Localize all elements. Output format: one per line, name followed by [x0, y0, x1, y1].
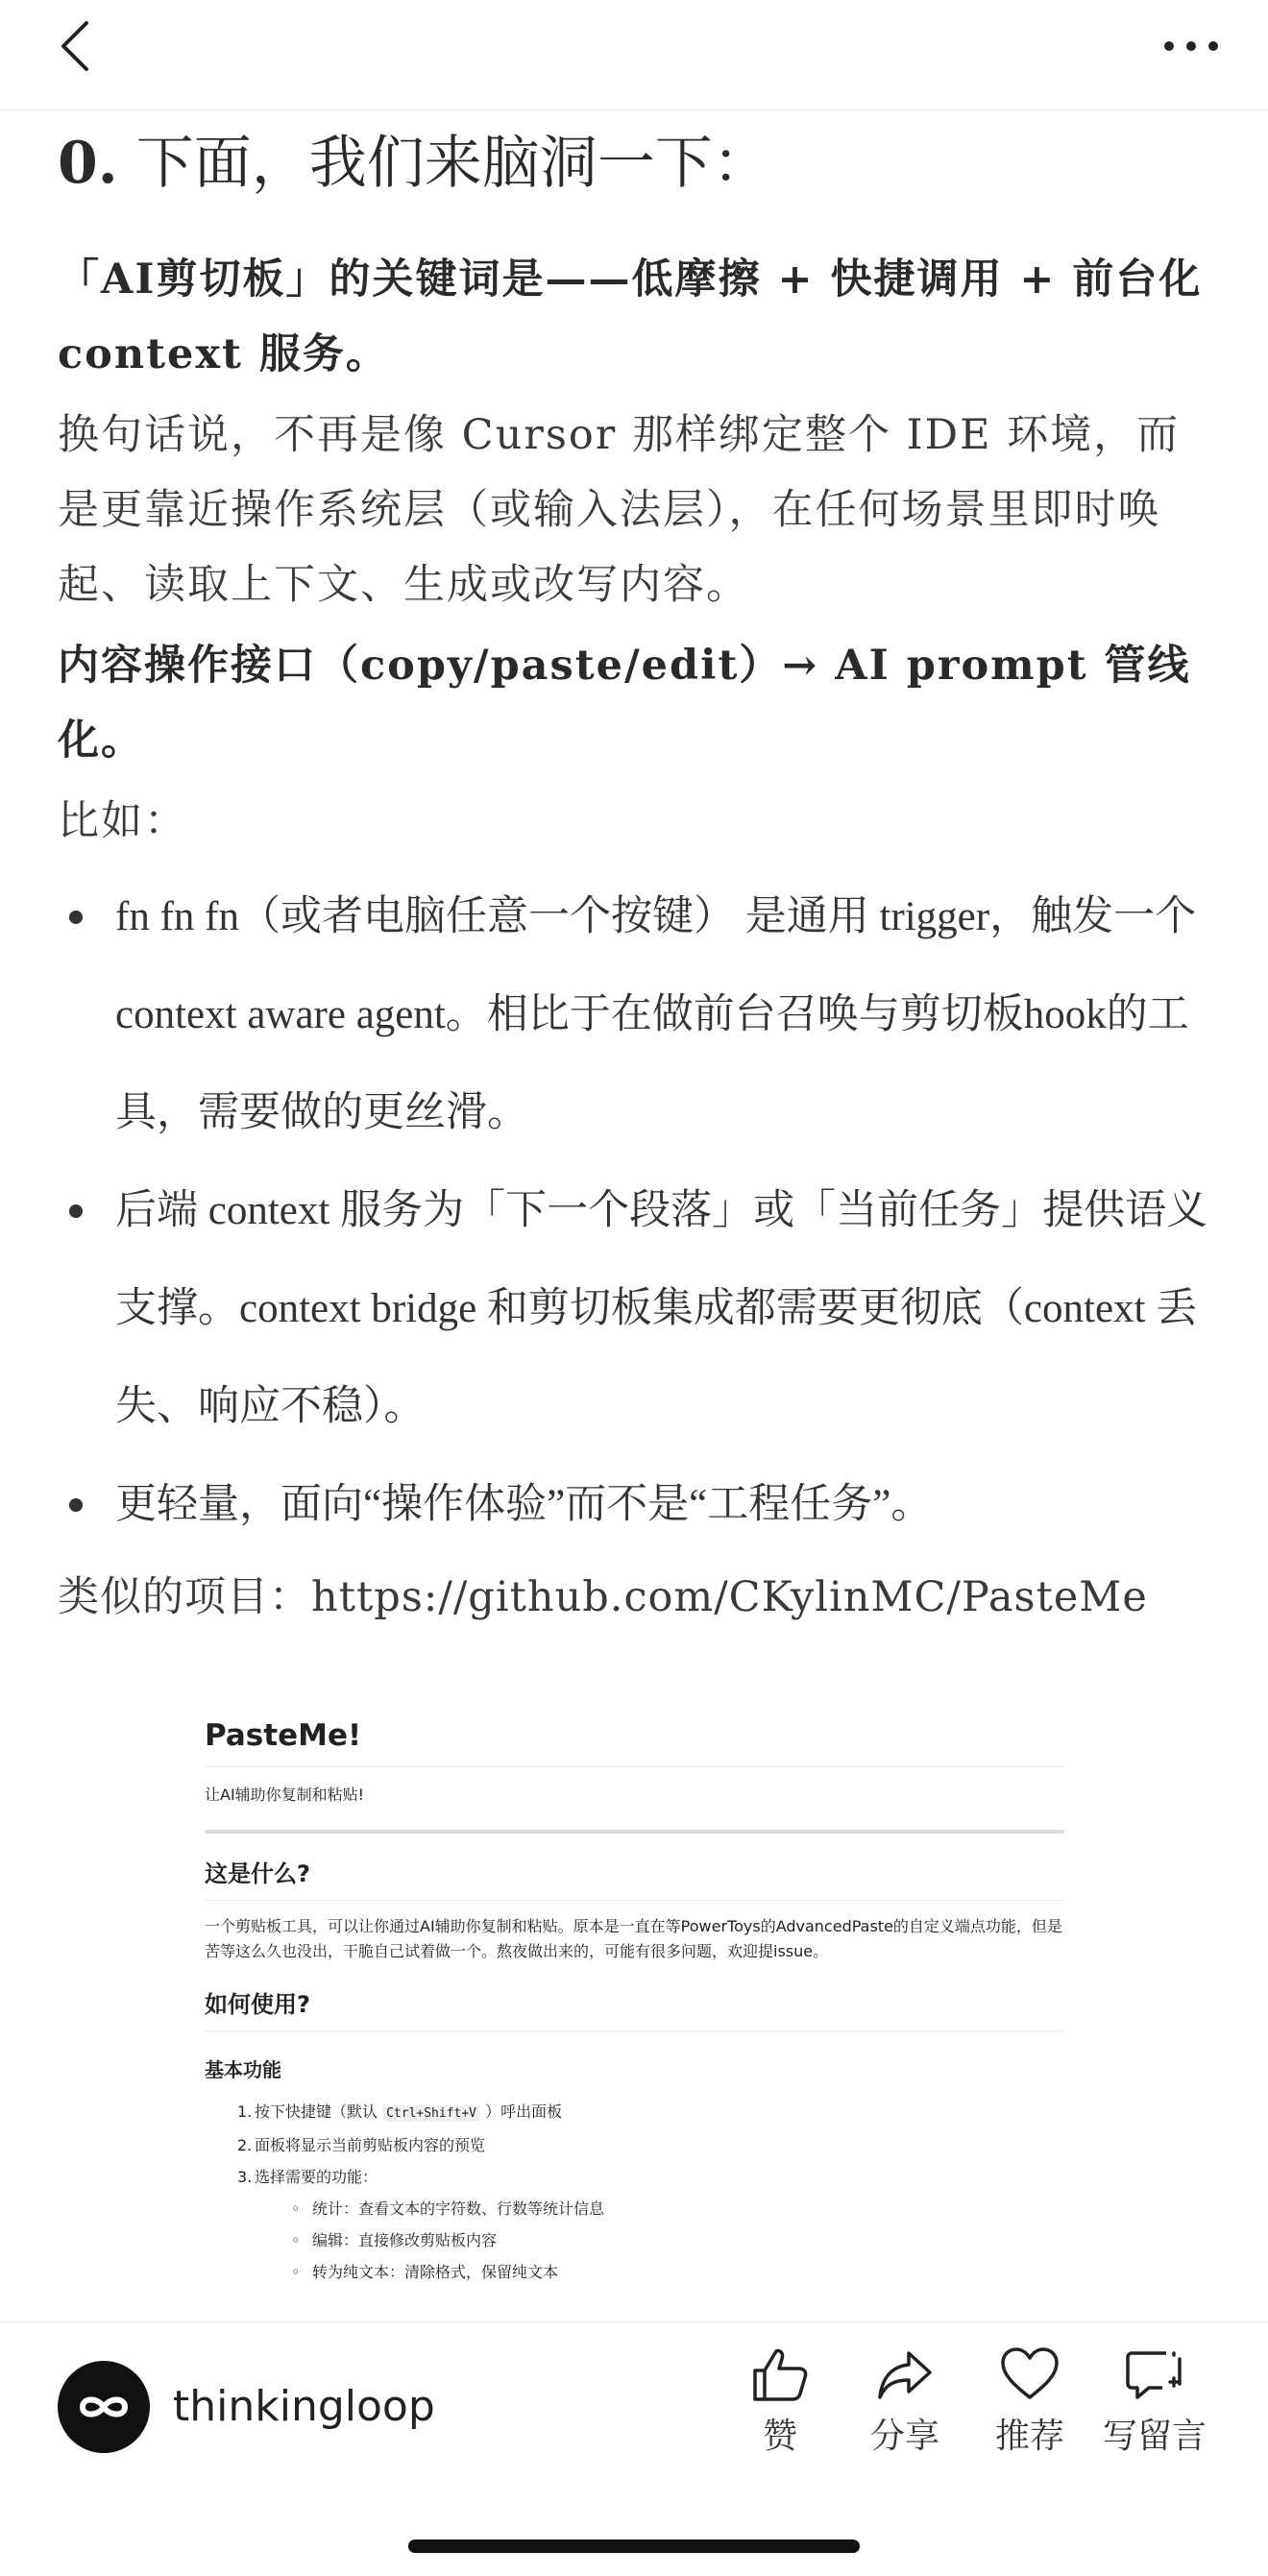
embed-subtitle: 让AI辅助你复制和粘贴! [205, 1783, 1064, 1834]
embed-heading-how: 如何使用? [205, 1985, 1064, 2031]
embed-sub-list [237, 2193, 1064, 2288]
embed-title: PasteMe! [205, 1718, 1064, 1767]
list-item: 后端 context 服务为「下一个段落」或「当前任务」提供语义支撑。context bridge 和剪切板集成都需要更彻底（context 丢失、响应不稳）。 [58, 1162, 1210, 1456]
embed-sub-item: ◦ 转为纯文本：清除格式，保留纯文本 [291, 2256, 1064, 2288]
bottom-action-bar [0, 2321, 1268, 2576]
embed-step: 1. 按下快捷键（默认 Ctrl+Shift+V ）呼出面板 [237, 2102, 563, 2121]
embed-step: 2. 面板将显示当前剪贴板内容的预览 [237, 2136, 486, 2154]
more-options-button[interactable] [1153, 17, 1230, 75]
paragraph-example-intro: 比如： [58, 797, 187, 845]
embed-heading-basic: 基本功能 [205, 2058, 281, 2081]
like-label: 赞 [762, 2417, 797, 2456]
heading-text: 下面，我们来脑洞一下： [117, 130, 770, 197]
embedded-screenshot[interactable] [205, 1705, 1064, 2320]
heart-icon [999, 2345, 1061, 2403]
embed-heading-what: 这是什么? [205, 1855, 1064, 1901]
comment-add-icon [1124, 2345, 1185, 2403]
author-name[interactable]: thinkingloop [173, 2382, 435, 2431]
paragraph-interface: 内容操作接口（copy/paste/edit）→ AI prompt 管线化。 [58, 642, 1191, 765]
chevron-left-icon [58, 19, 96, 73]
home-indicator[interactable] [408, 2540, 860, 2553]
embed-steps [205, 2096, 1064, 2288]
thumbs-up-icon [749, 2345, 811, 2403]
list-item: 更轻量，面向“操作体验”而不是“工程任务”。 [58, 1456, 1210, 1554]
comment-button[interactable] [1103, 2345, 1207, 2458]
heading-number: 0. [58, 130, 118, 197]
similar-project-link[interactable]: 类似的项目：https://github.com/CKylinMC/PasteMe [58, 1573, 1148, 1621]
author-avatar[interactable] [58, 2361, 150, 2453]
article-body [58, 117, 1210, 1640]
list-item: fn fn fn（或者电脑任意一个按键） 是通用 trigger，触发一个 context aware agent。相比于在做前台召唤与剪切板hook的工具，需要做的更丝滑。 [58, 868, 1210, 1162]
back-button[interactable] [48, 17, 106, 75]
embed-sub-item: ◦ 编辑：直接修改剪贴板内容 [291, 2224, 1064, 2256]
more-horizontal-icon [1162, 39, 1220, 53]
recommend-label: 推荐 [995, 2417, 1065, 2456]
shortcut-code: Ctrl+Shift+V [382, 2105, 480, 2122]
top-nav-bar [0, 0, 1268, 110]
bullet-list [58, 868, 1210, 1554]
embed-step: 3. 选择需要的功能： [237, 2168, 378, 2186]
infinity-icon [75, 2393, 133, 2421]
paragraph-explanation: 换句话说，不再是像 Cursor 那样绑定整个 IDE 环境，而是更靠近操作系统层（或输入法层），在任何场景里即时唤起、读取上下文、生成或改写内容。 [58, 411, 1181, 609]
share-label: 分享 [870, 2417, 940, 2456]
section-heading [58, 117, 1210, 209]
embed-what-text: 一个剪贴板工具，可以让你通过AI辅助你复制和粘贴。原本是一直在等PowerToys的AdvancedPaste的自定义端点功能，但是苦等这么久也没出，干脆自己试着做一个。熬夜做出来的，可能有很多问题，欢迎提issue。 [205, 1917, 1062, 1960]
recommend-button[interactable] [995, 2345, 1064, 2458]
like-button[interactable] [749, 2345, 811, 2458]
embed-sub-item: ◦ 统计：查看文本的字符数、行数等统计信息 [291, 2193, 1064, 2224]
comment-label: 写留言 [1103, 2417, 1207, 2456]
share-button[interactable] [870, 2345, 939, 2458]
paragraph-keywords: 「AI剪切板」的关键词是——低摩擦 + 快捷调用 + 前台化 context 服务。 [58, 255, 1203, 378]
share-icon [874, 2345, 936, 2403]
